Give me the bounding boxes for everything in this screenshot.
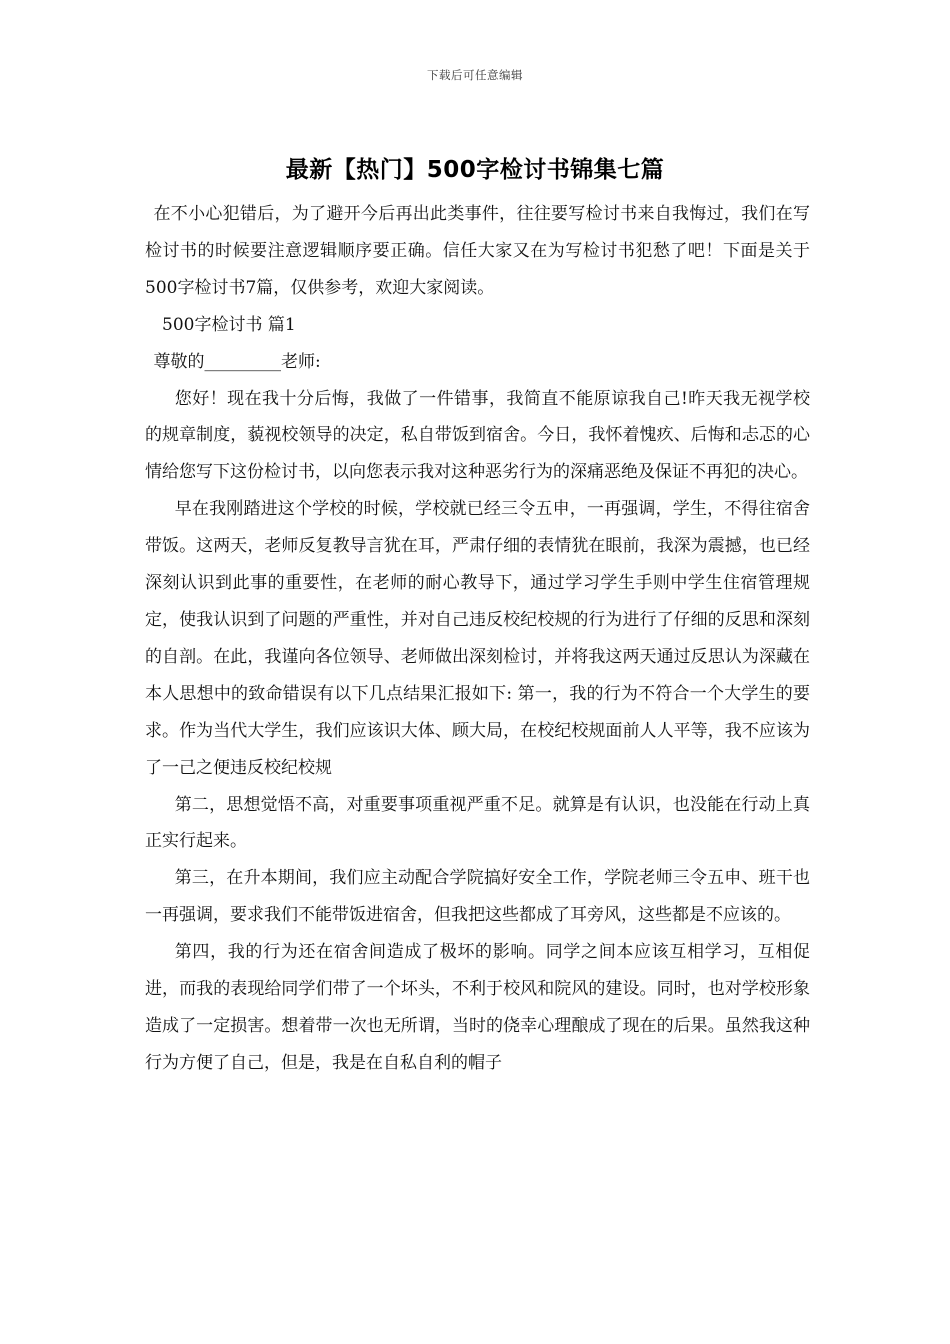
body-paragraph-1: 您好！现在我十分后悔，我做了一件错事，我简直不能原谅我自己!昨天我无视学校的规章制度，藐视校领导的决定，私自带饭到宿舍。今日，我怀着愧疚、后悔和忐忑的心情给您写下这份检讨书，以向您表示我对这种恶劣行为的深痛恶绝及保证不再犯的决心。	[145, 388, 810, 483]
document-body	[145, 196, 810, 1082]
section-heading: 500字检讨书 篇1	[162, 314, 296, 335]
intro-paragraph: 在不小心犯错后，为了避开今后再出此类事件，往往要写检讨书来自我悔过，我们在写检讨书的时候要注意逻辑顺序要正确。信任大家又在为写检讨书犯愁了吧！下面是关于500字检讨书7篇，仅供参考，欢迎大家阅读。	[145, 204, 810, 298]
body-paragraph-5: 第四，我的行为还在宿舍间造成了极坏的影响。同学之间本应该互相学习，互相促进，而我的表现给同学们带了一个坏头，不利于校风和院风的建设。同时，也对学校形象造成了一定损害。想着带一次也无所谓，当时的侥幸心理酿成了现在的后果。虽然我这种行为方便了自己，但是，我是在自私自利的帽子	[145, 942, 810, 1073]
document-title: 最新【热门】500字检讨书锦集七篇	[285, 157, 665, 183]
page-header-note: 下载后可任意编辑	[427, 68, 523, 82]
body-paragraph-4: 第三，在升本期间，我们应主动配合学院搞好安全工作，学院老师三令五申、班干也一再强调，要求我们不能带饭进宿舍，但我把这些都成了耳旁风，这些都是不应该的。	[145, 868, 810, 926]
salutation: 尊敬的_________老师:	[153, 351, 321, 372]
body-paragraph-2: 早在我刚踏进这个学校的时候，学校就已经三令五申，一再强调，学生，不得往宿舍带饭。这两天，老师反复教导言犹在耳，严肃仔细的表情犹在眼前，我深为震撼，也已经深刻认识到此事的重要性，在老师的耐心教导下，通过学习学生手则中学生住宿管理规定，使我认识到了问题的严重性，并对自己违反校纪校规的行为进行了仔细的反思和深刻的自剖。在此，我谨向各位领导、老师做出深刻检讨，并将我这两天通过反思认为深藏在本人思想中的致命错误有以下几点结果汇报如下: 第一，我的行为不符合一个大学生的要求。作为当代大学生，我们应该识大体、顾大局，在校纪校规面前人人平等，我不应该为了一己之便违反校纪校规	[145, 499, 810, 778]
body-paragraph-3: 第二，思想觉悟不高，对重要事项重视严重不足。就算是有认识，也没能在行动上真正实行起来。	[145, 794, 810, 852]
